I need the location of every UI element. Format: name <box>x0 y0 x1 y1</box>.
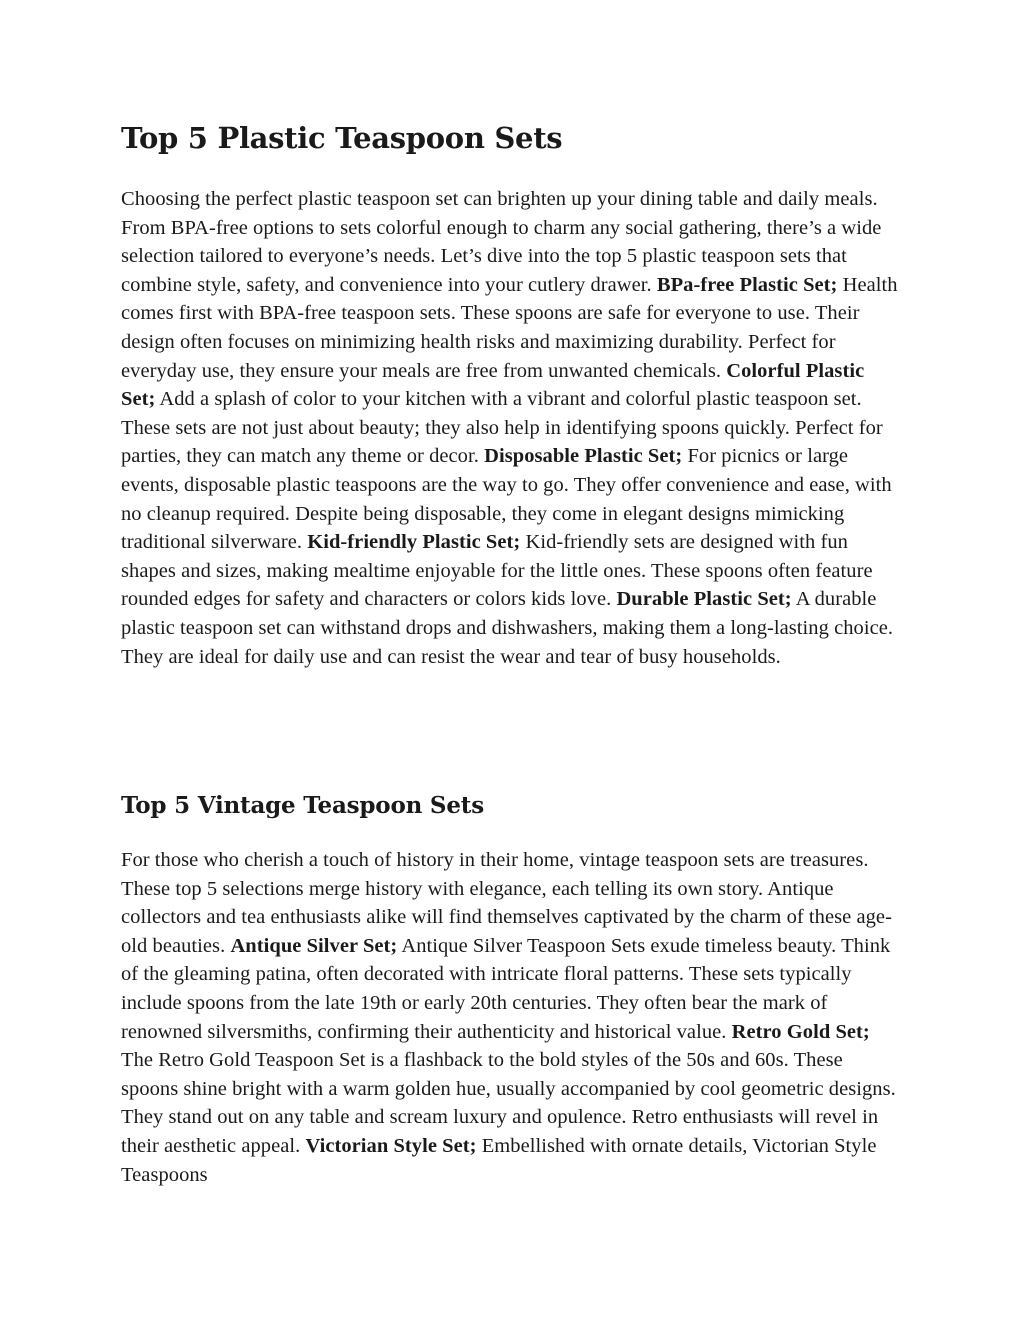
item-text-victorian: Embellished with ornate details, Victorian Style Teaspoons <box>121 1134 877 1186</box>
item-text-kid-friendly: Kid-friendly sets are designed with fun shapes and sizes, making mealtime enjoyable for the little ones. These spoons often feature rounded edges for safety and characters or colors kids love. <box>121 531 873 611</box>
section-body-plastic <box>121 185 903 671</box>
item-name-bpa-free: BPa-free Plastic Set; <box>656 273 838 296</box>
section-heading-plastic: Top 5 Plastic Teaspoon Sets <box>121 121 563 155</box>
intro-text: For those who cherish a touch of history in their home, vintage teaspoon sets are treasures. These top 5 selections merge history with elegance, each telling its own story. Antique collectors and tea enthusiasts alike will find themselves captivated by the charm of these age-old beauties. <box>121 849 892 957</box>
vintage-teaspoon-section <box>121 788 903 1189</box>
item-name-disposable: Disposable Plastic Set; <box>484 445 683 468</box>
section-body-vintage <box>121 846 903 1189</box>
intro-text: Choosing the perfect plastic teaspoon set can brighten up your dining table and daily meals. From BPA-free options to sets colorful enough to charm any social gathering, there’s a wide selection tailored to everyone’s needs. Let’s dive into the top 5 plastic teaspoon sets that combine style, safety, and convenience into your cutlery drawer. <box>121 188 882 296</box>
item-name-antique-silver: Antique Silver Set; <box>230 934 398 957</box>
item-text-disposable: For picnics or large events, disposable plastic teaspoons are the way to go. They offer convenience and ease, with no cleanup required. Despite being disposable, they come in elegant designs mimicking traditional silverware. <box>121 445 892 554</box>
item-text-bpa-free: Health comes first with BPA-free teaspoon sets. These spoons are safe for everyone to use. Their design often focuses on minimizing health risks and maximizing durability. Perfect for everyday use, they ensure your meals are free from unwanted chemicals. <box>121 273 898 382</box>
item-name-durable: Durable Plastic Set; <box>616 588 792 611</box>
item-name-colorful: Colorful Plastic Set; <box>121 359 865 411</box>
item-text-antique-silver: Antique Silver Teaspoon Sets exude timeless beauty. Think of the gleaming patina, often decorated with intricate floral patterns. These sets typically include spoons from the late 19th or early 20th centuries. They often bear the mark of renowned silversmiths, confirming their authenticity and historical value. <box>121 934 891 1043</box>
item-name-kid-friendly: Kid-friendly Plastic Set; <box>307 531 521 554</box>
item-text-durable: A durable plastic teaspoon set can withstand drops and dishwashers, making them a long-lasting choice. They are ideal for daily use and can resist the wear and tear of busy households. <box>121 588 894 668</box>
section-heading-vintage: Top 5 Vintage Teaspoon Sets <box>121 792 484 819</box>
item-name-victorian: Victorian Style Set; <box>305 1134 477 1157</box>
item-name-retro-gold: Retro Gold Set; <box>731 1020 870 1043</box>
item-text-retro-gold: The Retro Gold Teaspoon Set is a flashback to the bold styles of the 50s and 60s. These spoons shine bright with a warm golden hue, usually accompanied by cool geometric designs. They stand out on any table and scream luxury and opulence. Retro enthusiasts will revel in their aesthetic appeal. <box>121 1049 896 1157</box>
item-text-colorful: Add a splash of color to your kitchen with a vibrant and colorful plastic teaspoon set. These sets are not just about beauty; they also help in identifying spoons quickly. Perfect for parties, they can match any theme or decor. <box>121 388 883 468</box>
plastic-teaspoon-section <box>121 118 903 671</box>
